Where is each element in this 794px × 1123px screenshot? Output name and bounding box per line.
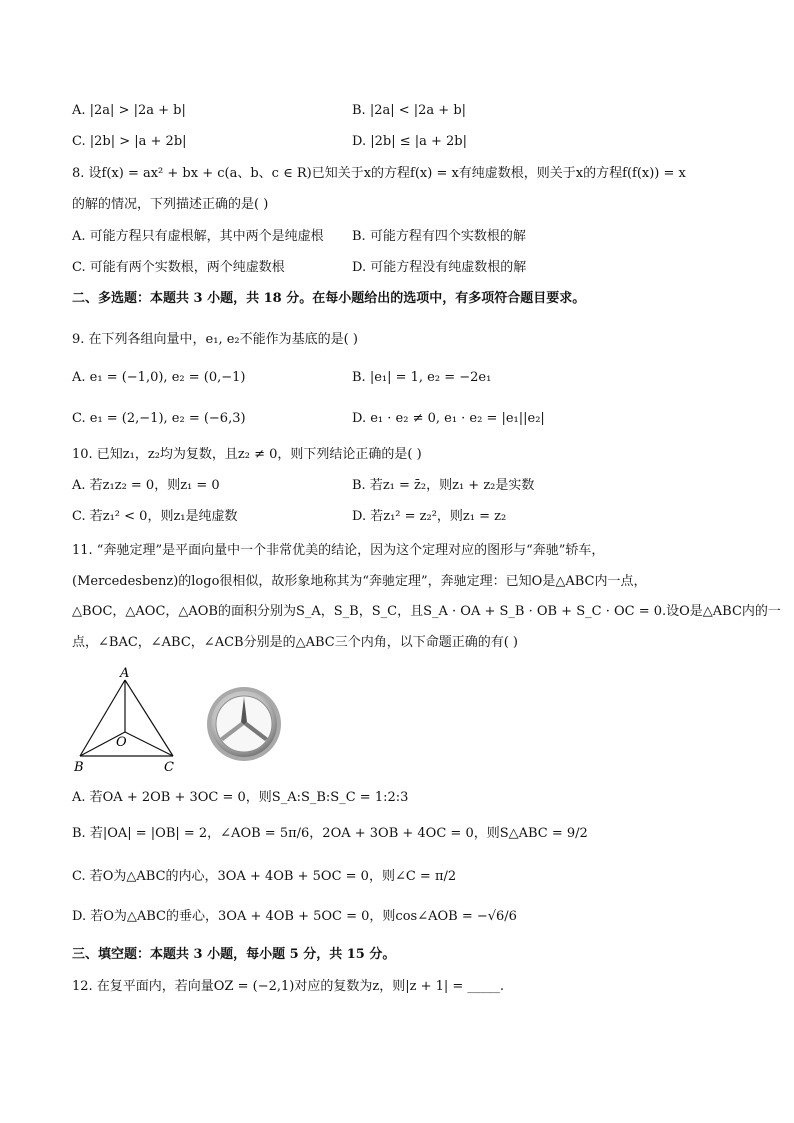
q7-option-d: D. |2b| ≤ |a + 2b| bbox=[352, 134, 467, 149]
section2-heading: 二、多选题：本题共 3 小题，共 18 分。在每小题给出的选项中，有多项符合题目要求。 bbox=[72, 291, 586, 306]
section3-heading: 三、填空题：本题共 3 小题，每小题 5 分，共 15 分。 bbox=[72, 947, 396, 962]
q7-option-b: B. |2a| < |2a + b| bbox=[352, 103, 467, 118]
q11-line1: 11. “奔驰定理”是平面向量中一个非常优美的结论，因为这个定理对应的图形与“奔驰”轿车， bbox=[72, 543, 605, 558]
q8-stem-line1: 8. 设f(x) = ax² + bx + c(a、b、c ∈ R)已知关于x的方程f(x) = x有纯虚数根，则关于x的方程f(f(x)) = x bbox=[72, 166, 686, 181]
q11-option-b: B. 若|OA| = |OB| = 2，∠AOB = 5π/6，2OA + 3OB + 4OC = 0，则S△ABC = 9/2 bbox=[72, 826, 588, 841]
q8-option-b: B. 可能方程有四个实数根的解 bbox=[352, 229, 526, 244]
q8-stem-line2: 的解的情况，下列描述正确的是( ) bbox=[72, 197, 269, 212]
q9-option-a: A. e₁ = (−1,0), e₂ = (0,−1) bbox=[72, 370, 246, 385]
q8-option-d: D. 可能方程没有纯虚数根的解 bbox=[352, 260, 527, 275]
vertex-label-b: B bbox=[74, 760, 84, 775]
q11-line2: (Mercedesbenz)的logo很相似，故形象地称其为“奔驰定理”，奔驰定理：已知O是△ABC内一点， bbox=[72, 574, 647, 589]
triangle-figure bbox=[70, 664, 185, 776]
q9-option-b: B. |e₁| = 1, e₂ = −2e₁ bbox=[352, 370, 492, 385]
q11-option-d: D. 若O为△ABC的垂心，3OA + 4OB + 5OC = 0，则cos∠AOB = −√6/6 bbox=[72, 909, 517, 924]
q10-option-c: C. 若z₁² < 0，则z₁是纯虚数 bbox=[72, 509, 238, 524]
q9-option-c: C. e₁ = (2,−1), e₂ = (−6,3) bbox=[72, 411, 246, 426]
q11-line4: 点，∠BAC，∠ABC，∠ACB分别是的△ABC三个内角，以下命题正确的有( ) bbox=[72, 635, 518, 650]
q11-line3: △BOC，△AOC，△AOB的面积分别为S_A，S_B，S_C，且S_A · OA + S_B · OB + S_C · OC = 0.设O是△ABC内的一 bbox=[72, 604, 781, 619]
q7-option-c: C. |2b| > |a + 2b| bbox=[72, 134, 187, 149]
vertex-label-c: C bbox=[164, 760, 174, 775]
q11-option-a: A. 若OA + 2OB + 3OC = 0，则S_A:S_B:S_C = 1:2:3 bbox=[72, 790, 409, 805]
mercedes-logo bbox=[205, 685, 283, 763]
vertex-label-a: A bbox=[120, 666, 130, 681]
q9-stem: 9. 在下列各组向量中，e₁, e₂不能作为基底的是( ) bbox=[72, 332, 358, 347]
q9-option-d: D. e₁ · e₂ ≠ 0, e₁ · e₂ = |e₁||e₂| bbox=[352, 411, 545, 426]
q10-stem: 10. 已知z₁，z₂均为复数，且z₂ ≠ 0，则下列结论正确的是( ) bbox=[72, 447, 422, 462]
q10-option-d: D. 若z₁² = z₂²，则z₁ = z₂ bbox=[352, 509, 507, 524]
q8-option-a: A. 可能方程只有虚根解，其中两个是纯虚根 bbox=[72, 229, 324, 244]
q10-option-b: B. 若z₁ = z̄₂，则z₁ + z₂是实数 bbox=[352, 478, 535, 493]
q8-option-c: C. 可能有两个实数根，两个纯虚数根 bbox=[72, 260, 285, 275]
point-label-o: O bbox=[116, 735, 127, 750]
q7-option-a: A. |2a| > |2a + b| bbox=[72, 103, 186, 118]
q10-option-a: A. 若z₁z₂ = 0，则z₁ = 0 bbox=[72, 478, 220, 493]
q11-option-c: C. 若O为△ABC的内心，3OA + 4OB + 5OC = 0，则∠C = π/2 bbox=[72, 869, 457, 884]
q12-stem: 12. 在复平面内，若向量OZ = (−2,1)对应的复数为z，则|z + 1| = _____. bbox=[72, 979, 505, 994]
